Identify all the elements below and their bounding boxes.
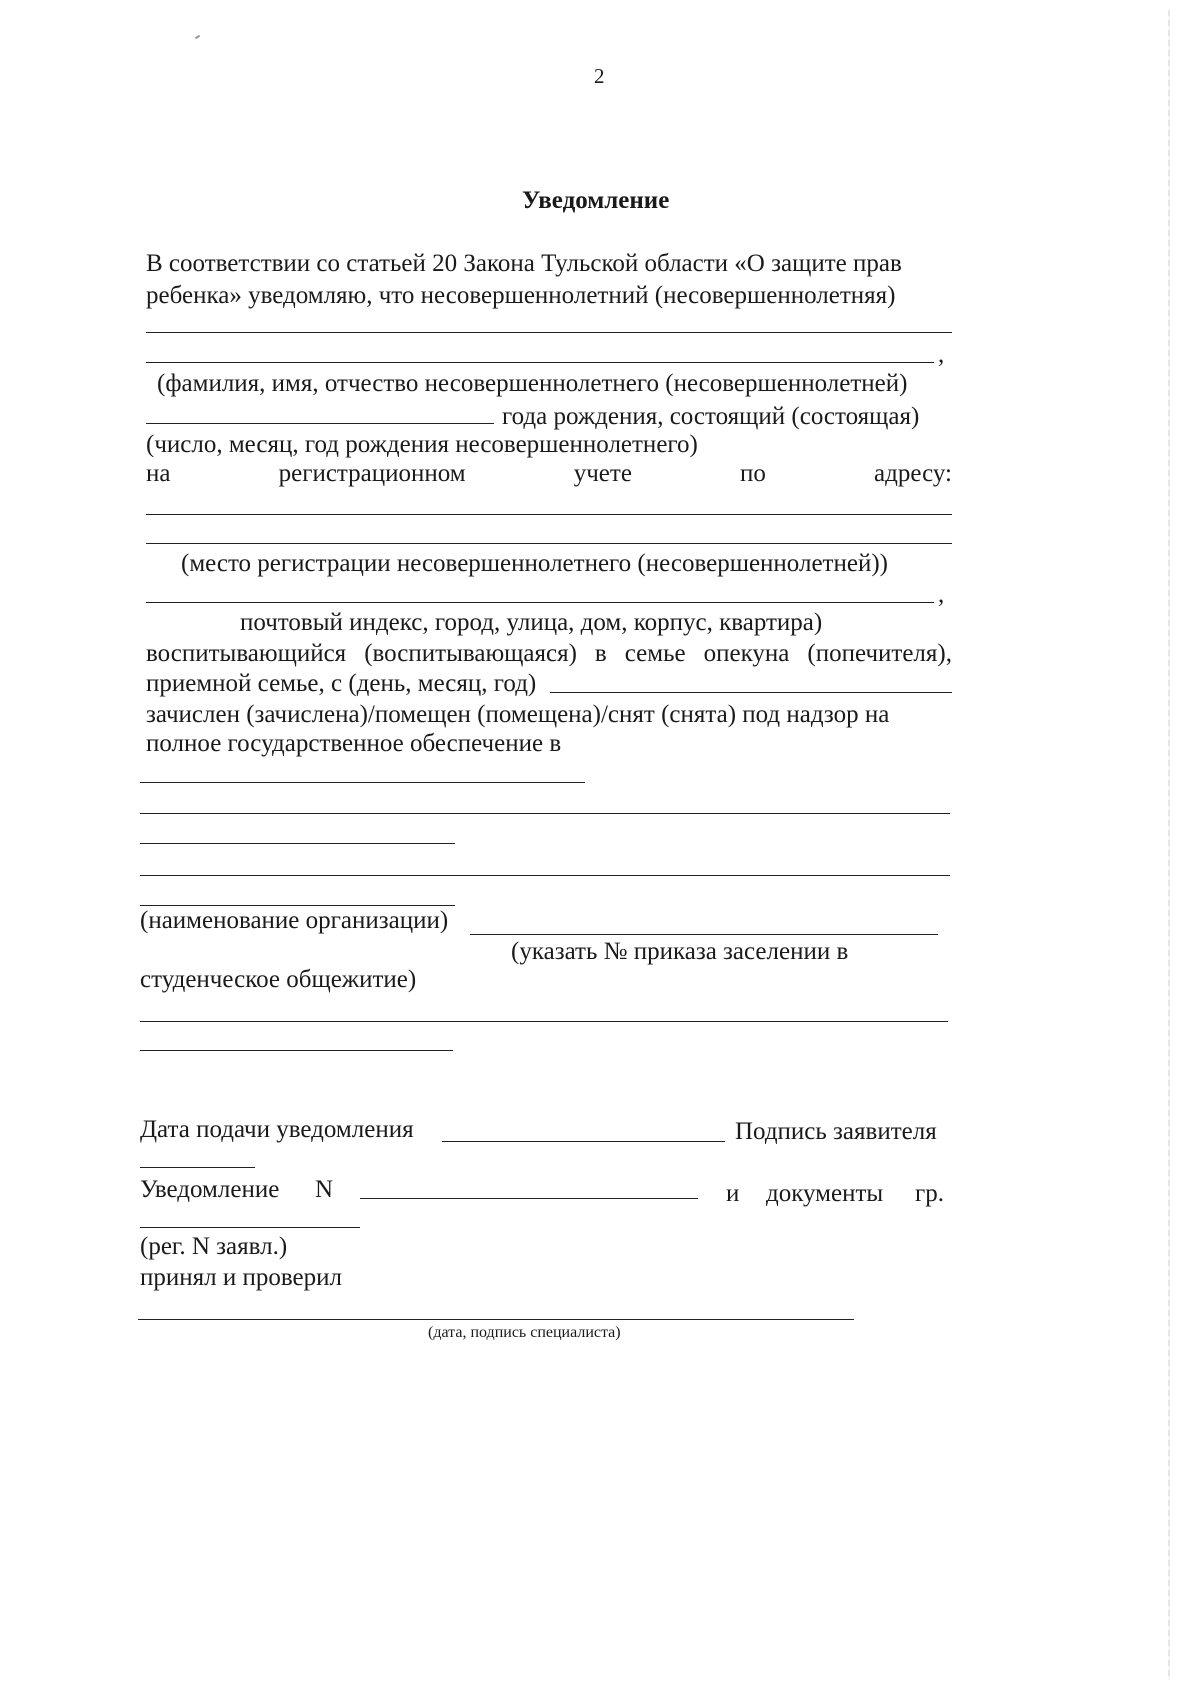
raised-word: (воспитывающаяся) — [364, 640, 577, 667]
enrolled-line-1: зачислен (зачислена)/помещен (помещена)/снят (снята) под надзор на — [146, 701, 890, 728]
intro-line-1: В соответствии со статьей 20 Закона Тульской области «О защите прав — [146, 250, 902, 277]
fio-field-line-1[interactable] — [146, 332, 952, 333]
reg-word: по — [740, 460, 766, 487]
reg-word: на — [146, 460, 171, 487]
notice-number-field[interactable] — [360, 1198, 698, 1199]
page-title: Уведомление — [522, 187, 670, 214]
date-from-field[interactable] — [550, 692, 952, 693]
comma: , — [938, 341, 945, 368]
notice-label: Уведомление — [140, 1176, 280, 1203]
reg-word: регистрационном — [278, 460, 466, 487]
org-field-line-1[interactable] — [140, 782, 585, 783]
order-field[interactable] — [470, 934, 938, 935]
applicant-name-field[interactable] — [140, 1227, 360, 1228]
birth-date-field[interactable] — [146, 423, 494, 424]
reg-number-label: (рег. N заявл.) — [140, 1233, 288, 1260]
order-field-line-2[interactable] — [140, 1050, 453, 1051]
raised-word: семье — [624, 640, 686, 667]
enrolled-line-2: полное государственное обеспечение в — [146, 730, 562, 757]
postal-field-line[interactable] — [146, 602, 934, 603]
caption-specialist: (дата, подпись специалиста) — [428, 1324, 621, 1341]
comma: , — [938, 581, 945, 608]
specialist-field[interactable] — [138, 1319, 854, 1320]
raised-word: (попечителя), — [807, 640, 952, 667]
address-field-line-2[interactable] — [146, 543, 952, 544]
caption-registration: (место регистрации несовершеннолетнего (несовершеннолетней)) — [181, 550, 888, 577]
registration-line — [146, 461, 952, 486]
caption-fio: (фамилия, имя, отчество несовершеннолетнего (несовершеннолетней) — [157, 370, 908, 397]
org-field-line-5[interactable] — [140, 905, 455, 906]
caption-postal: почтовый индекс, город, улица, дом, корпус, квартира) — [240, 609, 823, 636]
raised-word: воспитывающийся — [146, 640, 347, 667]
docs-label: документы — [766, 1180, 884, 1207]
order-field-line-1[interactable] — [140, 1021, 948, 1022]
reg-word: учете — [573, 460, 632, 487]
fio-field-line-2[interactable] — [146, 362, 934, 363]
org-field-line-2[interactable] — [140, 813, 950, 814]
raised-line-2: приемной семье, с (день, месяц, год) — [146, 670, 537, 697]
birth-text: года рождения, состоящий (состоящая) — [502, 403, 920, 430]
raised-word: опекуна — [703, 640, 790, 667]
page-number: 2 — [594, 64, 605, 88]
docs-gr: гр. — [915, 1180, 945, 1207]
caption-organization: (наименование организации) — [140, 907, 449, 934]
signature-field[interactable] — [140, 1167, 255, 1168]
intro-line-2: ребенка» уведомляю, что несовершеннолетний (несовершеннолетняя) — [146, 282, 896, 309]
scan-mark — [195, 35, 200, 39]
signature-label: Подпись заявителя — [735, 1118, 937, 1145]
submission-date-field[interactable] — [442, 1141, 725, 1142]
reg-word: адресу: — [874, 460, 952, 487]
raised-word: в — [594, 640, 607, 667]
docs-and: и — [726, 1180, 740, 1207]
order-note-2: студенческое общежитие) — [140, 966, 417, 993]
raised-line-1 — [146, 641, 952, 666]
notice-n: N — [315, 1176, 334, 1203]
org-field-line-4[interactable] — [140, 875, 950, 876]
date-label: Дата подачи уведомления — [140, 1116, 414, 1143]
order-note-1: (указать № приказа заселении в — [511, 938, 849, 965]
accepted-label: принял и проверил — [140, 1264, 342, 1291]
org-field-line-3[interactable] — [140, 843, 455, 844]
address-field-line-1[interactable] — [146, 514, 952, 515]
caption-birth: (число, месяц, год рождения несовершеннолетнего) — [146, 431, 698, 458]
scan-edge — [1168, 10, 1170, 1680]
